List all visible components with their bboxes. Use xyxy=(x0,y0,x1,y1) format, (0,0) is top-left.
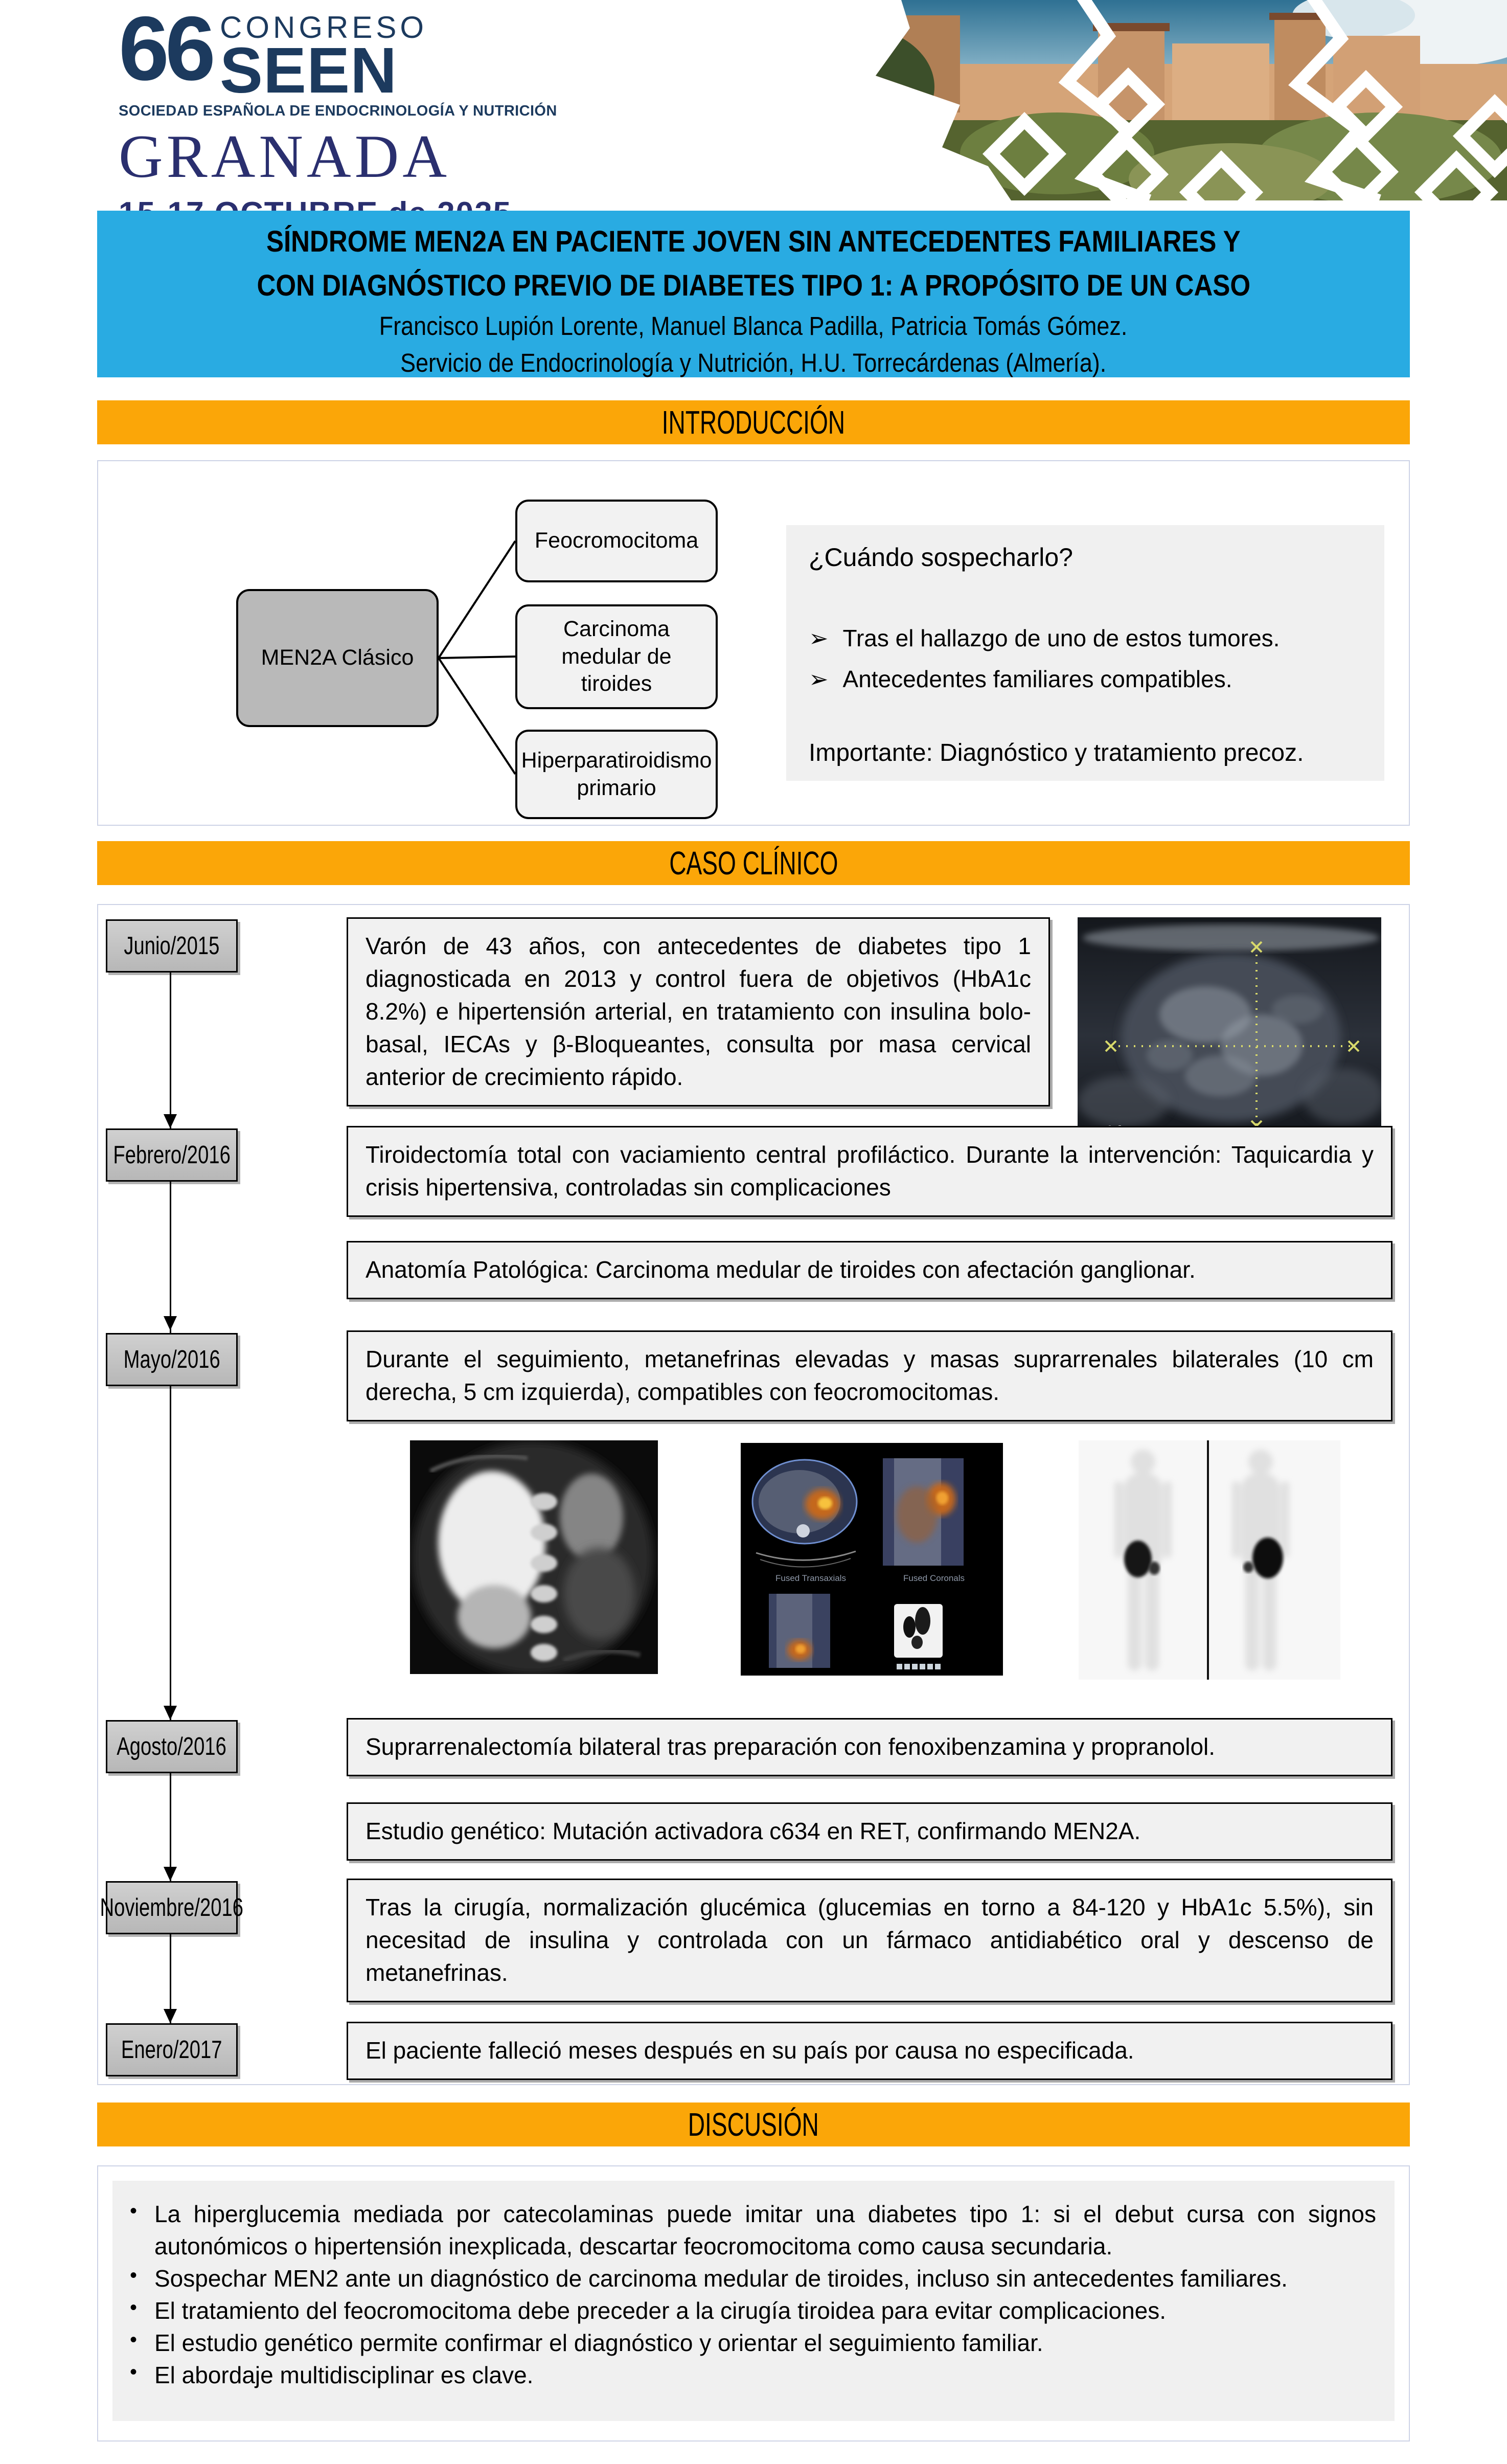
discussion-item-text: La hiperglucemia mediada por catecolaminas puede imitar una diabetes tipo 1: si el debut cursa con signos autonómicos o hipertensión inexplicada, descartar feocromocitoma como causa secundaria. xyxy=(154,2201,1376,2260)
timeline-arrow-icon xyxy=(164,1706,177,1720)
arrow-bullet-icon: ➢ xyxy=(809,625,829,651)
timeline-arrow-icon xyxy=(164,1114,177,1128)
discusion-panel xyxy=(97,2165,1410,2442)
timeline-date-agosto-2016 xyxy=(106,1720,238,1773)
discussion-item xyxy=(123,2198,1376,2263)
date-label: Mayo/2016 xyxy=(123,1346,220,1373)
mibg-scintigraphy-image xyxy=(1079,1440,1340,1680)
poster-title-block xyxy=(97,211,1410,377)
timeline-text-enero-2017: El paciente falleció meses después en su país por causa no especificada. xyxy=(347,2022,1392,2080)
timeline-arrow-icon xyxy=(164,1867,177,1881)
bullet-dot-icon: • xyxy=(130,2361,138,2384)
authors-line: Francisco Lupión Lorente, Manuel Blanca Padilla, Patricia Tomás Gómez. xyxy=(379,311,1128,341)
timeline-date-enero-2017 xyxy=(106,2023,238,2076)
discussion-item xyxy=(123,2359,1376,2391)
date-label: Noviembre/2016 xyxy=(100,1894,244,1922)
discusion-heading: DISCUSIÓN xyxy=(688,2106,819,2143)
diagram-node-men2a: MEN2A Clásico xyxy=(236,589,439,727)
timeline-date-junio-2015 xyxy=(106,919,238,973)
discussion-points-box xyxy=(112,2181,1395,2421)
logo-seen-text: SEEN xyxy=(220,34,398,106)
arrow-bullet-icon: ➢ xyxy=(809,665,829,692)
when-to-suspect-box xyxy=(786,525,1384,781)
pet-ct-fusion-image xyxy=(741,1443,1003,1676)
logo-number: 66 xyxy=(119,0,212,99)
discussion-item xyxy=(123,2295,1376,2327)
section-header-discusion xyxy=(97,2103,1410,2146)
poster-title-line2: CON DIAGNÓSTICO PREVIO DE DIABETES TIPO 1: A PROPÓSITO DE UN CASO xyxy=(257,269,1250,302)
timeline-date-noviembre-2016 xyxy=(100,1881,244,1934)
logo-city-text: GRANADA xyxy=(119,122,450,190)
introduccion-panel xyxy=(97,460,1410,826)
discussion-item-text: Sospechar MEN2 ante un diagnóstico de carcinoma medular de tiroides, incluso sin antecedentes familiares. xyxy=(154,2265,1288,2292)
bullet-dot-icon: • xyxy=(130,2329,138,2352)
suspect-important-note: Importante: Diagnóstico y tratamiento precoz. xyxy=(809,739,1304,766)
discussion-list xyxy=(123,2198,1376,2391)
affiliation-line: Servicio de Endocrinología y Nutrición, H.U. Torrecárdenas (Almería). xyxy=(400,348,1107,377)
timeline-date-mayo-2016 xyxy=(106,1333,238,1386)
granada-collage-image xyxy=(791,0,1507,200)
discussion-item xyxy=(123,2327,1376,2359)
seen-congress-logo xyxy=(119,0,558,232)
section-header-caso-clinico xyxy=(97,841,1410,885)
introduccion-heading: INTRODUCCIÓN xyxy=(661,404,846,441)
timeline-text-febrero-2016: Tiroidectomía total con vaciamiento central profiláctico. Durante la intervención: Taquicardia y crisis hipertensiva, controladas sin complicaciones xyxy=(347,1126,1392,1217)
discussion-item-text: El abordaje multidisciplinar es clave. xyxy=(154,2362,534,2389)
bullet-dot-icon: • xyxy=(130,2264,138,2287)
bullet-dot-icon: • xyxy=(130,2296,138,2319)
suspect-question: ¿Cuándo sospecharlo? xyxy=(809,543,1073,572)
poster-title-line1: SÍNDROME MEN2A EN PACIENTE JOVEN SIN ANTECEDENTES FAMILIARES Y xyxy=(266,225,1241,258)
logo-top-row xyxy=(119,0,558,106)
thyroid-ultrasound-image xyxy=(1078,917,1381,1154)
date-label: Enero/2017 xyxy=(121,2036,222,2064)
timeline-text-estudio-genetico: Estudio genético: Mutación activadora c634 en RET, confirmando MEN2A. xyxy=(347,1802,1392,1861)
caso-clinico-panel xyxy=(97,904,1410,2085)
bullet-dot-icon: • xyxy=(130,2200,138,2222)
logo-society-text: SOCIEDAD ESPAÑOLA DE ENDOCRINOLOGÍA Y NUTRICIÓN xyxy=(119,102,557,119)
timeline-text-agosto-2016: Suprarrenalectomía bilateral tras preparación con fenoxibenzamina y propranolol. xyxy=(347,1718,1392,1776)
suspect-bullet-2 xyxy=(809,664,1362,695)
date-label: Junio/2015 xyxy=(124,932,220,960)
diagram-node-carcinoma-medular: Carcinoma medular de tiroides xyxy=(515,604,718,709)
timeline-text-noviembre-2016: Tras la cirugía, normalización glucémica (glucemias en torno a 84-120 y HbA1c 5.5%), sin necesitad de insulina y controlada con un fármaco antidiabético oral y descenso de metanefrinas. xyxy=(347,1879,1392,2002)
date-label: Febrero/2016 xyxy=(113,1141,231,1169)
section-header-introduccion xyxy=(97,400,1410,444)
timeline-text-anatomia-patologica: Anatomía Patológica: Carcinoma medular de tiroides con afectación ganglionar. xyxy=(347,1241,1392,1299)
suspect-bullet-2-text: Antecedentes familiares compatibles. xyxy=(842,665,1232,692)
discussion-item-text: El estudio genético permite confirmar el diagnóstico y orientar el seguimiento familiar. xyxy=(154,2330,1043,2357)
abdominal-mri-image xyxy=(410,1440,658,1674)
timeline-text-junio-2015: Varón de 43 años, con antecedentes de diabetes tipo 1 diagnosticada en 2013 y control fuera de objetivos (HbA1c 8.2%) e hipertensión arterial, en tratamiento con insulina bolo-basal, IECAs y β-Bloqueantes, consulta por masa cervical anterior de crecimiento rápido. xyxy=(347,917,1050,1106)
timeline-arrow-icon xyxy=(164,2009,177,2023)
timeline-arrow-icon xyxy=(164,1316,177,1330)
diagram-node-feocromocitoma: Feocromocitoma xyxy=(515,500,718,582)
suspect-bullet-1-text: Tras el hallazgo de uno de estos tumores. xyxy=(842,625,1280,651)
discussion-item xyxy=(123,2263,1376,2295)
pet-label-coronal: Fused Coronals xyxy=(903,1573,965,1583)
date-label: Agosto/2016 xyxy=(117,1733,227,1760)
logo-wordmark xyxy=(220,10,428,106)
diagram-node-hiperparatiroidismo: Hiperparatiroidismo primario xyxy=(515,730,718,819)
caso-heading: CASO CLÍNICO xyxy=(669,845,838,881)
timeline-text-mayo-2016: Durante el seguimiento, metanefrinas elevadas y masas suprarrenales bilaterales (10 cm derecha, 5 cm izquierda), compatibles con feocromocitomas. xyxy=(347,1330,1392,1421)
suspect-bullet-1 xyxy=(809,623,1362,654)
pet-label-transaxial: Fused Transaxials xyxy=(775,1573,846,1583)
timeline-date-febrero-2016 xyxy=(106,1128,238,1182)
discussion-item-text: El tratamiento del feocromocitoma debe preceder a la cirugía tiroidea para evitar complicaciones. xyxy=(154,2297,1167,2324)
logo-congreso-text: CONGRESO xyxy=(220,10,428,44)
